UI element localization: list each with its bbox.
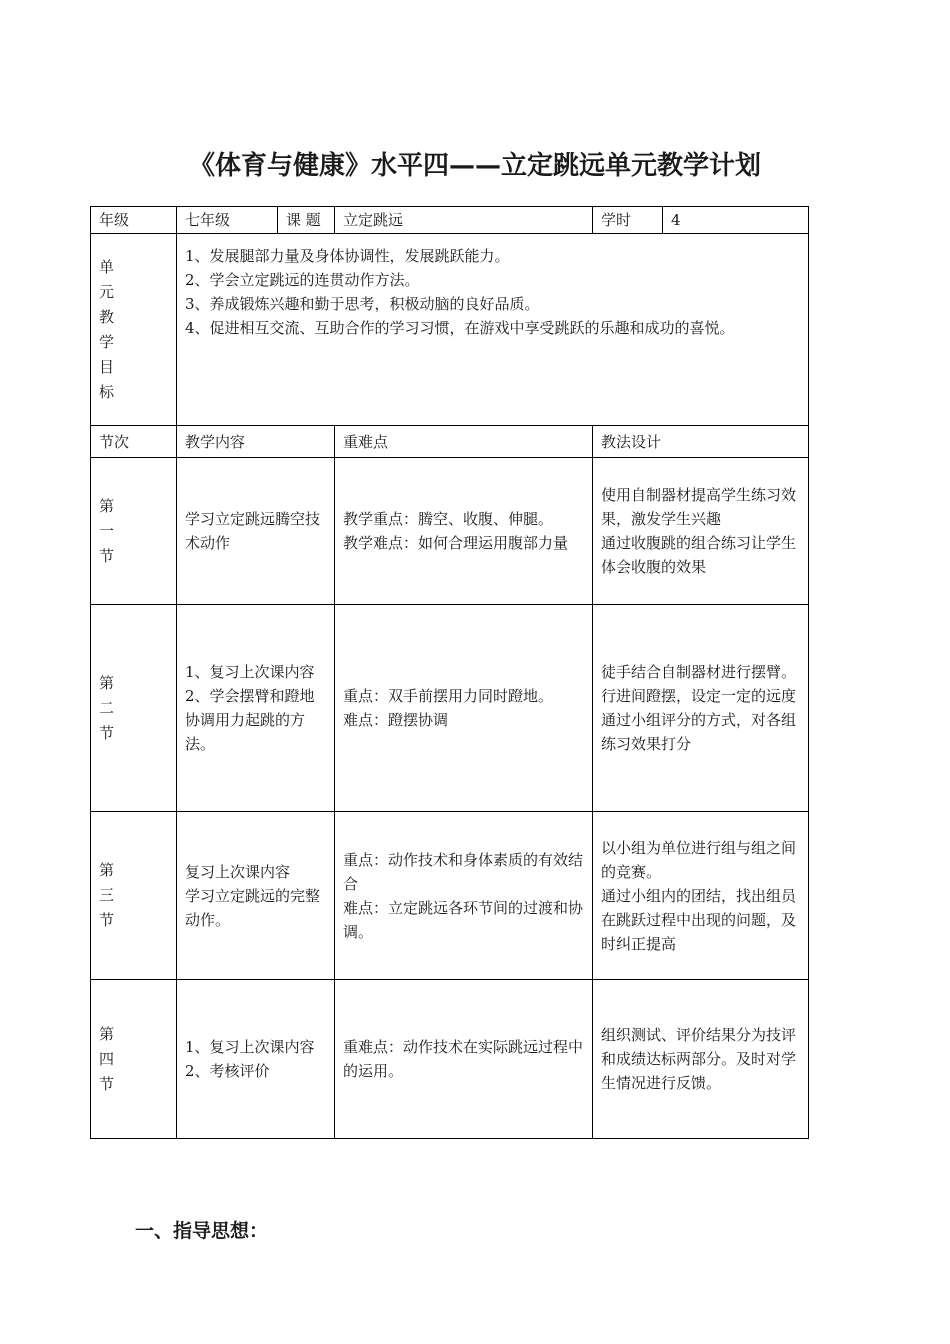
- session-content-line: 复习上次课内容: [185, 862, 291, 881]
- column-content: 教学内容: [177, 426, 335, 458]
- session-label-char: 节: [99, 911, 115, 929]
- grade-label: 年级: [91, 207, 177, 234]
- session-content-line: 2、考核评价: [185, 1062, 270, 1080]
- session-content-line: 1、复习上次课内容: [185, 663, 315, 681]
- session-label: [91, 812, 177, 980]
- session-label-char: 节: [99, 546, 115, 565]
- unit-goals-row: [91, 234, 809, 426]
- unit-goal-item: 4、促进相互交流、互助合作的学习习惯，在游戏中享受跳跃的乐趣和成功的喜悦。: [185, 318, 735, 337]
- unit-goals-label-char: 标: [99, 382, 115, 401]
- session-method: [593, 812, 809, 980]
- unit-goals-label: [91, 234, 177, 426]
- session-label-char: 节: [99, 723, 115, 742]
- session-content: [177, 458, 335, 605]
- session-content-line: 学习立定跳远的完整动作。: [185, 886, 321, 929]
- unit-goals-label-char: 目: [99, 357, 115, 376]
- column-difficulty: 重难点: [335, 426, 593, 458]
- session-difficulty: [335, 812, 593, 980]
- session-method-line: 通过小组内的团结，找出组员在跳跃过程中出现的问题，及时纠正提高: [601, 886, 797, 953]
- session-label-char: 第: [99, 861, 115, 879]
- session-difficulty: [335, 458, 593, 605]
- session-difficulty: [335, 980, 593, 1139]
- session-label-char: 二: [99, 698, 115, 717]
- session-method-line: 徒手结合自制器材进行摆臂。: [601, 663, 797, 681]
- session-label-char: 第: [99, 496, 115, 515]
- session-difficulty-line: 重点：动作技术和身体素质的有效结合: [343, 850, 584, 893]
- session-row: [91, 980, 809, 1139]
- column-header-row: [91, 426, 809, 458]
- session-method: [593, 605, 809, 812]
- session-method: [593, 458, 809, 605]
- session-method-line: 组织测试、评价结果分为技评和成绩达标两部分。及时对学生情况进行反馈。: [601, 1026, 797, 1092]
- session-content-line: 学习立定跳远腾空技术动作: [185, 510, 321, 552]
- document-title: 《体育与健康》水平四——立定跳远单元教学计划: [188, 151, 761, 181]
- session-content: [177, 812, 335, 980]
- session-label-char: 三: [99, 886, 115, 904]
- session-content-line: 2、学会摆臂和蹬地协调用力起跳的方法。: [185, 687, 315, 753]
- session-method-line: 通过小组评分的方式，对各组练习效果打分: [601, 711, 797, 753]
- session-label: [91, 605, 177, 812]
- session-difficulty-line: 重点：双手前摆用力同时蹬地。: [343, 687, 554, 705]
- topic-label: 课 题: [278, 207, 335, 234]
- session-difficulty-line: 教学难点：如何合理运用腹部力量: [343, 534, 569, 552]
- unit-goals-label-char: 教: [99, 307, 115, 326]
- unit-goal-item: 1、发展腿部力量及身体协调性，发展跳跃能力。: [185, 246, 510, 265]
- session-label-char: 一: [99, 521, 115, 540]
- session-content: [177, 980, 335, 1139]
- session-row: [91, 458, 809, 605]
- unit-goal-item: 3、养成锻炼兴趣和勤于思考，积极动脑的良好品质。: [185, 294, 540, 313]
- section-heading: 一、指导思想：: [135, 1220, 269, 1242]
- session-content-line: 1、复习上次课内容: [185, 1038, 315, 1056]
- session-label: [91, 980, 177, 1139]
- session-difficulty-line: 难点：蹬摆协调: [343, 711, 449, 729]
- grade-value: 七年级: [177, 207, 278, 234]
- session-difficulty-line: 重难点：动作技术在实际跳远过程中的运用。: [343, 1038, 584, 1080]
- hours-label: 学时: [593, 207, 663, 234]
- column-method: 教法设计: [593, 426, 809, 458]
- session-label: [91, 458, 177, 605]
- unit-goals-content: [177, 234, 809, 426]
- topic-value: 立定跳远: [335, 207, 593, 234]
- session-label-char: 第: [99, 673, 115, 692]
- session-method-line: 行进间蹬摆，设定一定的远度: [601, 687, 797, 705]
- unit-goals-label-char: 学: [99, 332, 115, 351]
- session-difficulty: [335, 605, 593, 812]
- column-session: 节次: [91, 426, 177, 458]
- session-method-line: 通过收腹跳的组合练习让学生体会收腹的效果: [601, 534, 797, 576]
- hours-value: 4: [663, 207, 809, 234]
- unit-goals-label-char: 元: [99, 282, 115, 301]
- unit-goal-item: 2、学会立定跳远的连贯动作方法。: [185, 270, 420, 289]
- session-label-char: 第: [99, 1024, 115, 1043]
- session-row: [91, 812, 809, 980]
- unit-goals-label-char: 单: [99, 257, 115, 276]
- session-row: [91, 605, 809, 812]
- header-row: [91, 207, 809, 234]
- session-label-char: 四: [99, 1049, 115, 1068]
- session-label-char: 节: [99, 1074, 115, 1093]
- unit-plan-table: [90, 206, 809, 1139]
- session-method: [593, 980, 809, 1139]
- session-method-line: 以小组为单位进行组与组之间的竞赛。: [601, 838, 797, 881]
- session-difficulty-line: 难点：立定跳远各环节间的过渡和协调。: [343, 898, 584, 941]
- session-method-line: 使用自制器材提高学生练习效果，激发学生兴趣: [601, 486, 797, 528]
- session-content: [177, 605, 335, 812]
- session-difficulty-line: 教学重点：腾空、收腹、伸腿。: [343, 510, 554, 528]
